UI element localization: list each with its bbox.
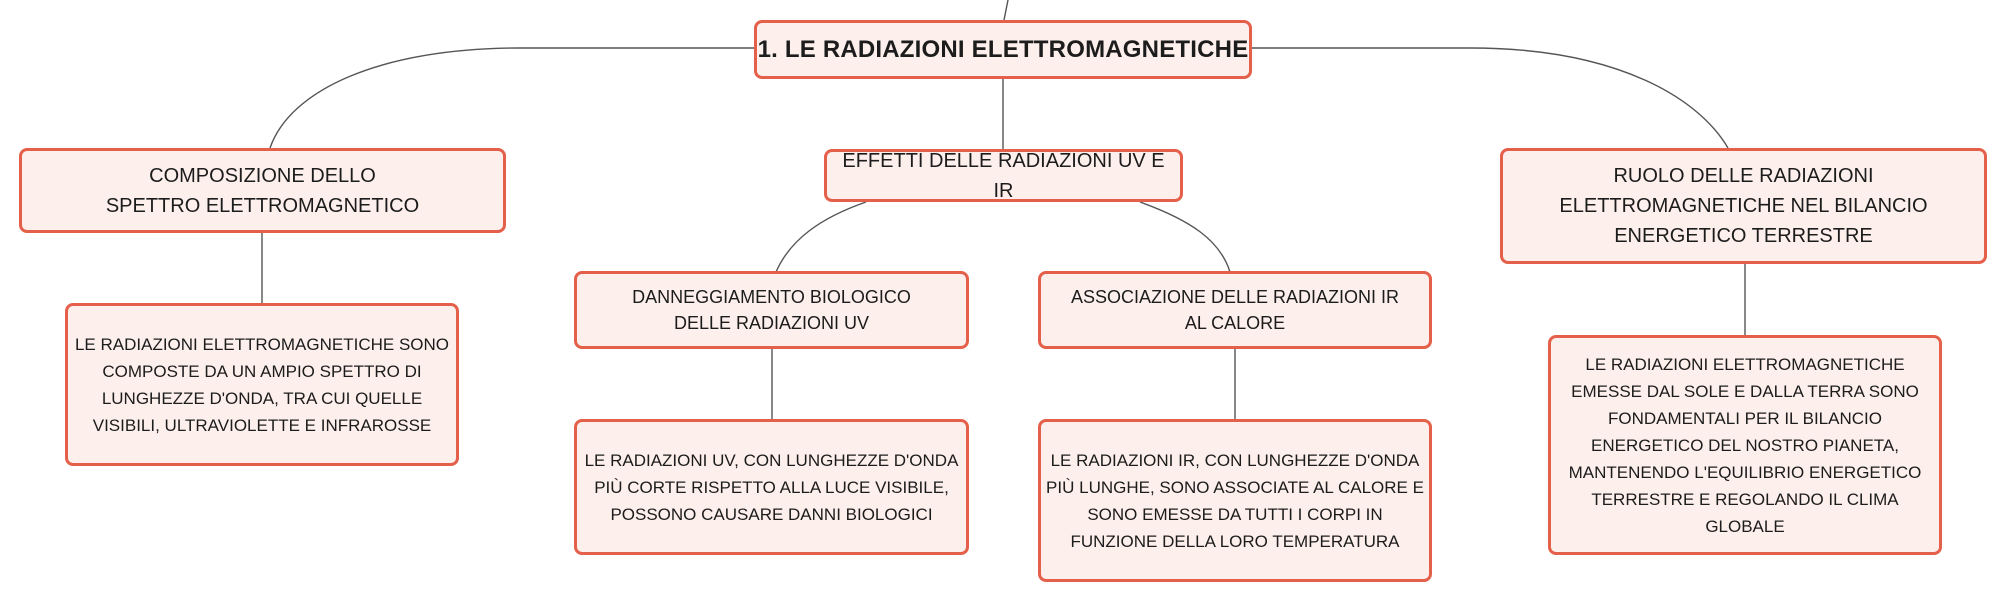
topic-ruolo-bilancio-label: RUOLO DELLE RADIAZIONI ELETTROMAGNETICHE NEL BILANCIO ENERGETICO TERRESTRE: [1559, 165, 1928, 247]
topic-danneggiamento-uv-label: DANNEGGIAMENTO BIOLOGICO DELLE RADIAZIONI UV: [632, 287, 911, 333]
connector-root-to-ruolo: [1251, 48, 1728, 148]
connector-root-to-parent: [1004, 0, 1008, 20]
topic-associazione-ir[interactable]: [1038, 271, 1432, 349]
topic-associazione-ir-label: ASSOCIAZIONE DELLE RADIAZIONI IR AL CALORE: [1070, 287, 1400, 333]
detail-composizione-spettro-text: LE RADIAZIONI ELETTROMAGNETICHE SONO COMPOSTE DA UN AMPIO SPETTRO DI LUNGHEZZE D'ONDA, TRA CUI QUELLE VISIBILI, ULTRAVIOLETTE E INFRAROSSE: [74, 334, 450, 435]
topic-composizione-spettro[interactable]: [19, 148, 506, 233]
detail-composizione-spettro[interactable]: [65, 303, 459, 466]
detail-ruolo-bilancio-text: LE RADIAZIONI ELETTROMAGNETICHE EMESSE DAL SOLE E DALLA TERRA SONO FONDAMENTALI PER IL BILANCIO ENERGETICO DEL NOSTRO PIANETA, MANTENENDO L'EQUILIBRIO ENERGETICO TERRESTRE E REGOLANDO IL CLIMA GLOBALE: [1568, 354, 1922, 536]
topic-danneggiamento-uv[interactable]: [574, 271, 969, 349]
detail-danneggiamento-uv[interactable]: [574, 419, 969, 555]
detail-danneggiamento-uv-text: LE RADIAZIONI UV, CON LUNGHEZZE D'ONDA PIÙ CORTE RISPETTO ALLA LUCE VISIBILE, POSSONO CAUSARE DANNI BIOLOGICI: [584, 450, 959, 524]
root-topic[interactable]: [754, 20, 1252, 79]
topic-composizione-spettro-label: COMPOSIZIONE DELLO SPETTRO ELETTROMAGNETICO: [105, 164, 420, 217]
connector-effetti-to-ir: [1140, 202, 1230, 272]
topic-effetti-uv-ir-label: EFFETTI DELLE RADIAZIONI UV E IR: [842, 149, 1165, 202]
connector-root-to-composizione: [270, 48, 755, 148]
topic-effetti-uv-ir[interactable]: [824, 149, 1183, 202]
root-topic-label: 1. LE RADIAZIONI ELETTROMAGNETICHE: [757, 35, 1249, 63]
detail-associazione-ir-text: LE RADIAZIONI IR, CON LUNGHEZZE D'ONDA PIÙ LUNGHE, SONO ASSOCIATE AL CALORE E SONO EMESSE DA TUTTI I CORPI IN FUNZIONE DELLA LORO TEMPERATURA: [1046, 450, 1424, 551]
detail-associazione-ir[interactable]: [1038, 419, 1432, 582]
detail-ruolo-bilancio[interactable]: [1548, 335, 1942, 555]
topic-ruolo-bilancio[interactable]: [1500, 148, 1987, 264]
connector-effetti-to-uv: [776, 202, 866, 272]
